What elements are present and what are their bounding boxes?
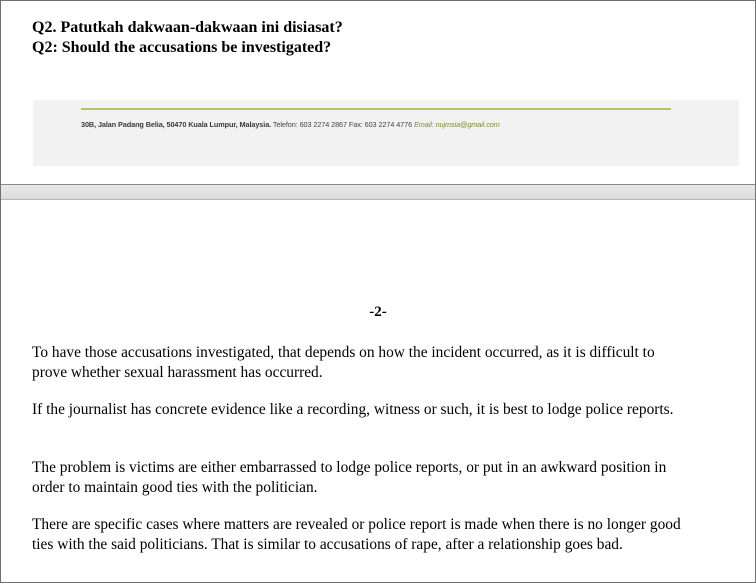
page-number: -2-: [369, 304, 387, 320]
footer-contact: [81, 120, 500, 129]
footer-address: 30B, Jalan Padang Belia, 50470 Kuala Lumpur, Malaysia.: [81, 120, 272, 129]
paragraph-3: The problem is victims are either embarrassed to lodge police reports, or put in an awkward position in order to maintain good ties with the politician.: [32, 459, 667, 496]
footer-phone: Telefon: 603 2274 2867: [272, 120, 347, 129]
document-page-2: [1, 200, 755, 582]
paragraph-1: To have those accusations investigated, that depends on how the incident occurred, as it is difficult to prove whether sexual harassment has occurred.: [32, 344, 655, 381]
question-malay: Q2. Patutkah dakwaan-dakwaan ini disiasat?: [32, 19, 343, 36]
paragraph-2: If the journalist has concrete evidence like a recording, witness or such, it is best to lodge police reports.: [32, 401, 674, 418]
footer-divider: [81, 108, 671, 110]
page-separator: [1, 184, 755, 200]
document-page-1: [1, 1, 755, 184]
footer-email: Email: nujmsia@gmail.com: [413, 120, 500, 129]
paragraph-4: There are specific cases where matters are revealed or police report is made when there is no longer good ties with the said politicians. That is similar to accusations of rape, after a relationship goes bad.: [32, 516, 681, 553]
footer-fax: Fax: 603 2274 4776: [348, 120, 413, 129]
question-english: Q2: Should the accusations be investigated?: [32, 39, 332, 56]
